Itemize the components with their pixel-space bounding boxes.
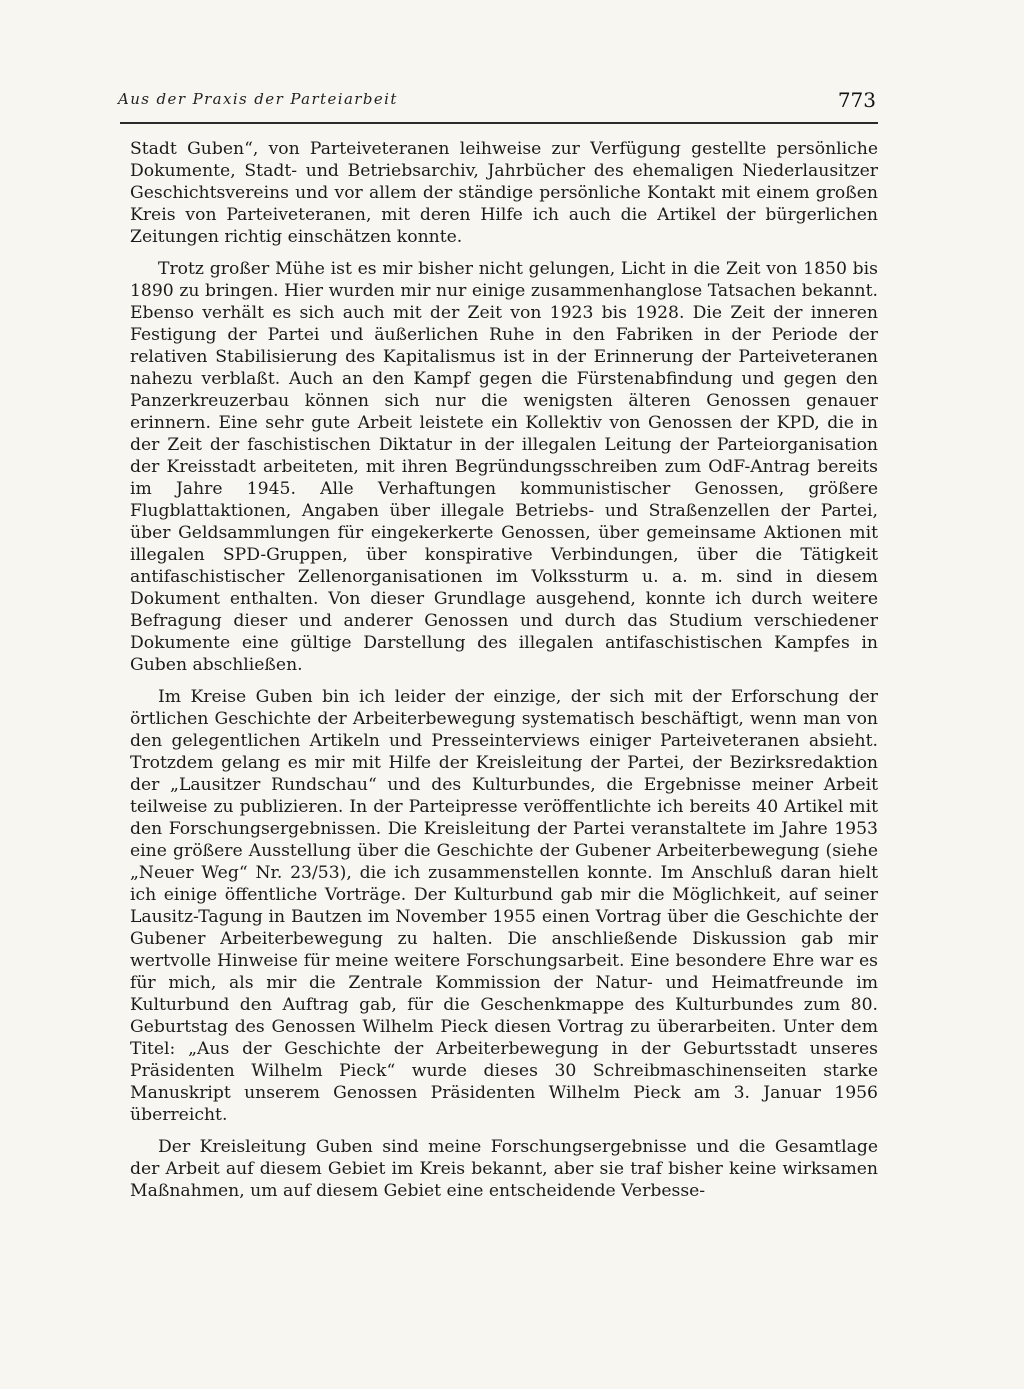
page-number: 773 bbox=[837, 88, 876, 112]
running-head: Aus der Praxis der Parteiarbeit bbox=[118, 90, 398, 108]
paragraph: Stadt Guben“, von Parteiveteranen leihweise zur Verfügung gestellte persönliche Dokumente, Stadt- und Betriebsarchiv, Jahrbücher des ehemaligen Niederlausitzer Geschichtsvereins und vor allem der ständige persönliche Kontakt mit einem großen Kreis von Parteiveteranen, mit deren Hilfe ich auch die Artikel der bürgerlichen Zeitungen richtig einschätzen konnte. bbox=[130, 139, 878, 247]
page-header bbox=[118, 88, 878, 118]
paragraph: Im Kreise Guben bin ich leider der einzige, der sich mit der Erforschung der örtlichen Geschichte der Arbeiterbewegung systematisch beschäftigt, wenn man von den gelegentlichen Artikeln und Presseinterviews einiger Parteiveteranen absieht. Trotzdem gelang es mir mit Hilfe der Kreisleitung der Partei, der Bezirksredaktion der „Lausitzer Rundschau“ und des Kulturbundes, die Ergebnisse meiner Arbeit teilweise zu publizieren. In der Parteipresse veröffentlichte ich bereits 40 Artikel mit den Forschungsergebnissen. Die Kreisleitung der Partei veranstaltete im Jahre 1953 eine größere Ausstellung über die Geschichte der Gubener Arbeiterbewegung (siehe „Neuer Weg“ Nr. 23/53), die ich zusammenstellen konnte. Im Anschluß daran hielt ich einige öffentliche Vorträge. Der Kulturbund gab mir die Möglichkeit, auf seiner Lausitz-Tagung in Bautzen im November 1955 einen Vortrag über die Geschichte der Gubener Arbeiterbewegung zu halten. Die anschließende Diskussion gab mir wertvolle Hinweise für meine weitere Forschungsarbeit. Eine besondere Ehre war es für mich, als mir die Zentrale Kommission der Natur- und Heimatfreunde im Kulturbund den Auftrag gab, für die Geschenkmappe des Kulturbundes zum 80. Geburtstag des Genossen Wilhelm Pieck diesen Vortrag zu überarbeiten. Unter dem Titel: „Aus der Geschichte der Arbeiterbewegung in der Geburtsstadt unseres Präsidenten Wilhelm Pieck“ wurde dieses 30 Schreibmaschinenseiten starke Manuskript unserem Genossen Präsidenten Wilhelm Pieck am 3. Januar 1956 überreicht. bbox=[130, 687, 878, 1125]
paragraph: Trotz großer Mühe ist es mir bisher nicht gelungen, Licht in die Zeit von 1850 bis 1890 zu bringen. Hier wurden mir nur einige zusammenhanglose Tatsachen bekannt. Ebenso verhält es sich auch mit der Zeit von 1923 bis 1928. Die Zeit der inneren Festigung der Partei und äußerlichen Ruhe in den Fabriken in der Periode der relativen Stabilisierung des Kapitalismus ist in der Erinnerung der Parteiveteranen nahezu verblaßt. Auch an den Kampf gegen die Fürstenabfindung und gegen den Panzerkreuzerbau können sich nur die wenigsten älteren Genossen genauer erinnern. Eine sehr gute Arbeit leistete ein Kollektiv von Genossen der KPD, die in der Zeit der faschistischen Diktatur in der illegalen Leitung der Parteiorganisation der Kreisstadt arbeiteten, mit ihren Begründungsschreiben zum OdF-Antrag bereits im Jahre 1945. Alle Verhaftungen kommunistischer Genossen, größere Flugblattaktionen, Angaben über illegale Betriebs- und Straßenzellen der Partei, über Geldsammlungen für eingekerkerte Genossen, über gemeinsame Aktionen mit illegalen SPD-Gruppen, über konspirative Verbindungen, über die Tätigkeit antifaschistischer Zellenorganisationen im Volkssturm u. a. m. sind in diesem Dokument enthalten. Von dieser Grundlage ausgehend, konnte ich durch weitere Befragung dieser und anderer Genossen und durch das Studium verschiedener Dokumente eine gültige Darstellung des illegalen antifaschistischen Kampfes in Guben abschließen. bbox=[130, 259, 878, 675]
paragraph: Der Kreisleitung Guben sind meine Forschungsergebnisse und die Gesamtlage der Arbeit auf diesem Gebiet im Kreis bekannt, aber sie traf bisher keine wirksamen Maßnahmen, um auf diesem Gebiet eine entscheidende Verbesse- bbox=[130, 1137, 878, 1201]
header-rule bbox=[120, 122, 878, 124]
body-text bbox=[130, 138, 878, 1212]
